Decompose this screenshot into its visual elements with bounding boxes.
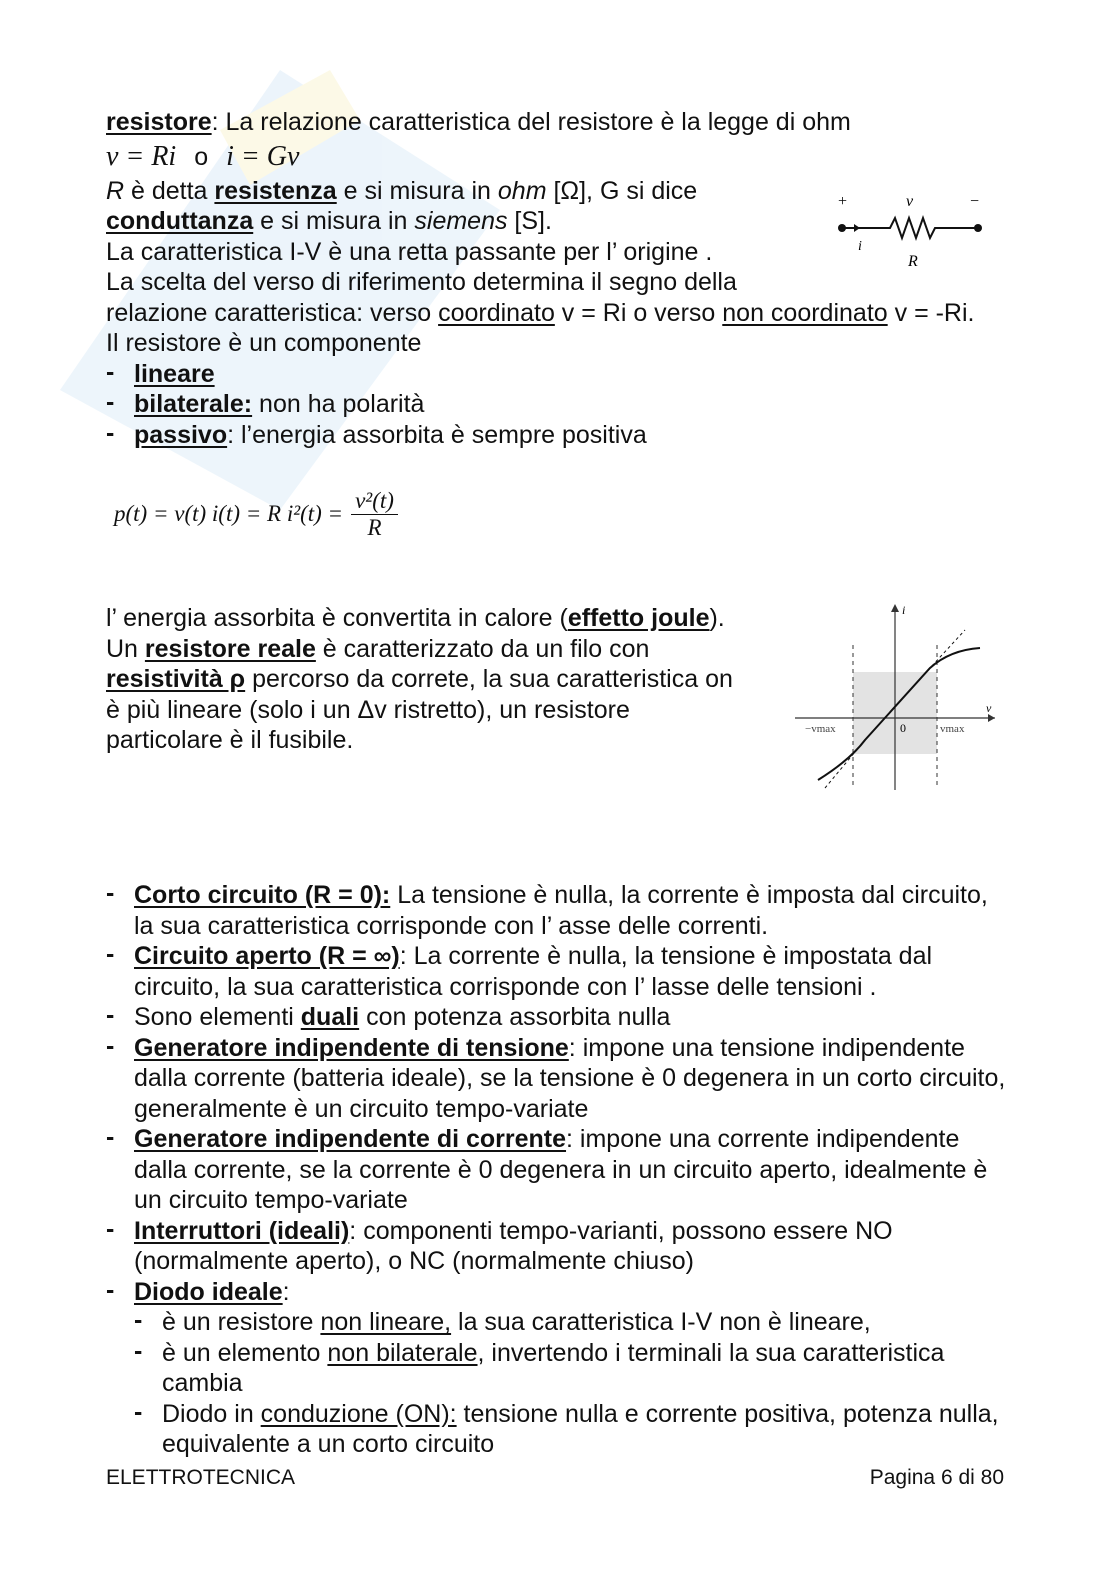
svg-text:−vmax: −vmax bbox=[805, 723, 836, 735]
list-item: - è un resistore non lineare, la sua caratteristica I-V non è lineare, bbox=[134, 1307, 1006, 1338]
power-formula: p(t) = v(t) i(t) = R i²(t) = $\frac{\text{v²(t)}}{R}$ bbox=[114, 486, 1006, 542]
list-item: - Diodo ideale: - è un resistore non lineare, la sua caratteristica I-V non è lineare, - è un elemento non bilaterale, invertendo i terminali la sua caratteristica cambia - Diodo in conduzione (ON): tensione nulla e corrente positiva, potenza nulla, equivalente a un corto circuito bbox=[106, 1277, 1006, 1460]
term-resistore: resistore bbox=[106, 108, 212, 136]
components-list bbox=[106, 880, 1006, 1460]
svg-text:vmax: vmax bbox=[940, 723, 965, 735]
scelta-line: La scelta del verso di riferimento determina il segno della bbox=[106, 268, 737, 296]
list-item: - Interruttori (ideali): componenti tempo-varianti, possono essere NO (normalmente aperto), o NC (normalmente chiuso) bbox=[106, 1216, 1006, 1277]
list-item: - passivo: l’energia assorbita è sempre positiva bbox=[106, 420, 1006, 451]
conduttanza-line: conduttanza e si misura in siemens [S]. bbox=[106, 207, 552, 235]
ideal-components-section bbox=[106, 880, 1006, 1460]
svg-text:i: i bbox=[902, 603, 906, 617]
svg-text:0: 0 bbox=[900, 721, 906, 735]
footer-page-number: Pagina 6 di 80 bbox=[869, 1466, 1004, 1489]
ohm-law-equation: v = Ri o i = Gv bbox=[106, 140, 300, 172]
diodo-sublist bbox=[134, 1307, 1006, 1460]
svg-text:−: − bbox=[970, 193, 980, 210]
section-resistore bbox=[106, 107, 1006, 542]
iv-line: La caratteristica I-V è una retta passante per l’ origine . bbox=[106, 237, 713, 266]
svg-text:+: + bbox=[838, 193, 848, 210]
list-item: - Generatore indipendente di tensione: impone una tensione indipendente dalla corrente (batteria ideale), se la tensione è 0 degenera in un corto circuito, generalmente è un circuito tempo-variate bbox=[106, 1033, 1006, 1125]
term-resistenza: resistenza bbox=[214, 176, 337, 205]
list-item: - Sono elementi duali con potenza assorbita nulla bbox=[106, 1002, 1006, 1033]
footer-course-title: ELETTROTECNICA bbox=[106, 1466, 296, 1489]
joule-paragraph: l’ energia assorbita è convertita in calore (effetto joule). Un resistore reale è caratterizzato da un filo con resistività ρ percorso da correte, la sua caratteristica on è più lineare (solo i un Δv ristretto), un resistore particolare è il fusibile. bbox=[106, 604, 733, 754]
iv-characteristic-figure bbox=[790, 600, 1005, 795]
componente-line: Il resistore è un componente bbox=[106, 329, 422, 357]
list-item: - Diodo in conduzione (ON): tensione nulla e corrente positiva, potenza nulla, equivalente a un corto circuito bbox=[134, 1399, 1006, 1460]
svg-text:R: R bbox=[908, 253, 918, 270]
list-item: - Circuito aperto (R = ∞): La corrente è nulla, la tensione è impostata dal circuito, la sua caratteristica corrisponde con l’ lasse delle tensioni . bbox=[106, 941, 1006, 1002]
resistore-intro: resistore: La relazione caratteristica del resistore è la legge di ohm bbox=[106, 108, 851, 136]
properties-list bbox=[106, 359, 1006, 451]
list-item: - lineare bbox=[106, 359, 1006, 390]
svg-text:v: v bbox=[906, 193, 914, 210]
resistore-reale-section bbox=[106, 603, 746, 756]
relazione-line: relazione caratteristica: verso coordinato v = Ri o verso non coordinato v = -Ri. bbox=[106, 298, 975, 327]
svg-text:v: v bbox=[986, 701, 992, 715]
resistor-symbol-figure bbox=[830, 188, 990, 273]
list-item: - bilaterale: non ha polarità bbox=[106, 389, 1006, 420]
term-conduttanza: conduttanza bbox=[106, 207, 254, 235]
svg-text:i: i bbox=[858, 239, 862, 254]
resistenza-line: R è detta resistenza e si misura in ohm [Ω], G si dice bbox=[106, 176, 698, 205]
list-item: - è un elemento non bilaterale, invertendo i terminali la sua caratteristica cambia bbox=[134, 1338, 1006, 1399]
list-item: - Corto circuito (R = 0): La tensione è nulla, la corrente è imposta dal circuito, la sua caratteristica corrisponde con l’ asse delle correnti. bbox=[106, 880, 1006, 941]
list-item: - Generatore indipendente di corrente: impone una corrente indipendente dalla corrente, se la corrente è 0 degenera in un circuito aperto, idealmente è un circuito tempo-variate bbox=[106, 1124, 1006, 1216]
